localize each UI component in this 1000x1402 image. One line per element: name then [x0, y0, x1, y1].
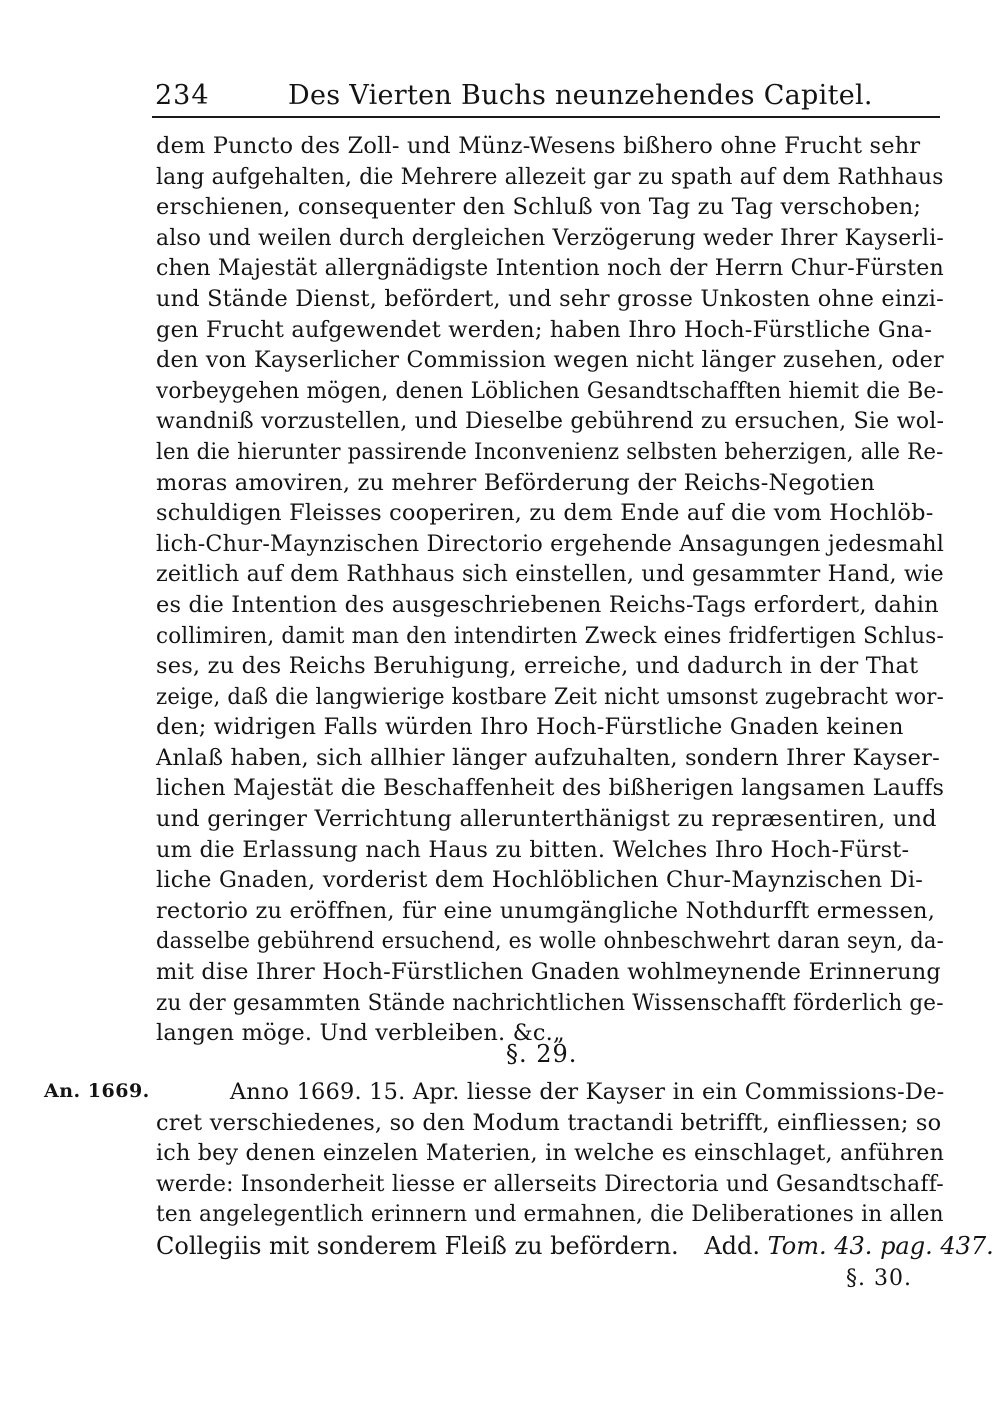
text-line: und geringer Verrichtung allerunterthänigst zu repræsentiren, und [156, 806, 937, 833]
next-section-catchword: §. 30. [846, 1266, 912, 1291]
text-line: zeitlich auf dem Rathhaus sich einstellen, und gesammter Hand, wie [156, 561, 944, 588]
text-line: den von Kayserlicher Commission wegen nicht länger zusehen, oder [156, 347, 944, 374]
text-line: lang aufgehalten, die Mehrere allezeit gar zu spath auf dem Rathhaus [156, 163, 944, 190]
text-line: len die hierunter passirende Inconvenienz selbsten beherzigen, alle Re- [156, 438, 944, 465]
text-line: schuldigen Fleisses cooperiren, zu dem Ende auf die vom Hochlöb- [156, 500, 934, 527]
text-line: lich-Chur-Maynzischen Directorio ergehende Ansagungen jedesmahl [156, 530, 945, 557]
text-line: und Stände Dienst, befördert, und sehr grosse Unkosten ohne einzi- [156, 285, 944, 312]
page-number: 234 [155, 80, 210, 111]
text-line: ses, zu des Reichs Beruhigung, erreiche, und dadurch in der That [156, 653, 919, 680]
text-line: liche Gnaden, vorderist dem Hochlöblichen Chur-Maynzischen Di- [156, 867, 923, 894]
text-line: ten angelegentlich erinnern und ermahnen, die Deliberationes in allen [156, 1201, 944, 1228]
text-line-with-reference [156, 1230, 994, 1262]
text-line: erschienen, consequenter den Schluß von Tag zu Tag verschoben; [156, 194, 922, 221]
text-line: werde: Insonderheit liesse er allerseits Directoria und Gesandtschaff- [156, 1170, 944, 1197]
text-line: zeige, daß die langwierige kostbare Zeit nicht umsonst zugebracht wor- [156, 683, 944, 710]
text-line: ich bey denen einzelen Materien, in welche es einschlaget, anführen [156, 1140, 945, 1167]
text-line: Anno 1669. 15. Apr. liesse der Kayser in ein Commissions-De- [229, 1079, 945, 1105]
text-line: um die Erlassung nach Haus zu bitten. Welches Ihro Hoch-Fürst- [156, 836, 910, 863]
margin-note-year: An. 1669. [44, 1080, 150, 1102]
section-heading: §. 29. [506, 1040, 578, 1068]
text-line: mit dise Ihrer Hoch-Fürstlichen Gnaden wohlmeynende Erinnerung [156, 959, 941, 986]
text-line: cret verschiedenes, so den Modum tractandi betrifft, einfliessen; so [156, 1109, 942, 1136]
text-line: collimiren, damit man den intendirten Zweck eines fridfertigen Schlus- [156, 622, 944, 649]
text-line: chen Majestät allergnädigste Intention noch der Herrn Chur-Fürsten [156, 255, 944, 282]
text-line: moras amoviren, zu mehrer Beförderung der Reichs-Negotien [156, 469, 875, 496]
text-line: den; widrigen Falls würden Ihro Hoch-Fürstliche Gnaden keinen [156, 714, 904, 741]
text-line: rectorio zu eröffnen, für eine unumgängliche Nothdurfft ermessen, [156, 897, 936, 924]
paragraph-2 [156, 1077, 994, 1262]
reference-prefix: Add. [704, 1231, 761, 1260]
text-line: lichen Majestät die Beschaffenheit des bißherigen langsamen Lauffs [156, 775, 945, 802]
reference-volume-page: Tom. 43. pag. 437. [767, 1231, 994, 1260]
text-line: gen Frucht aufgewendet werden; haben Ihro Hoch-Fürstliche Gna- [156, 316, 933, 343]
text-line: vorbeygehen mögen, denen Löblichen Gesandtschafften hiemit die Be- [156, 377, 944, 404]
text-line: zu der gesammten Stände nachrichtlichen Wissenschafft förderlich ge- [156, 989, 944, 1016]
text-line: langen möge. Und verbleiben. &c.„ [156, 1020, 565, 1047]
text-line: dem Puncto des Zoll- und Münz-Wesens bißhero ohne Frucht sehr [156, 133, 921, 159]
text-line: wandniß vorzustellen, und Dieselbe gebührend zu ersuchen, Sie wol- [156, 408, 945, 435]
text-line: dasselbe gebührend ersuchend, es wolle ohnbeschwehrt daran seyn, da- [156, 928, 944, 955]
paragraph-1 [156, 131, 946, 1049]
text-line: es die Intention des ausgeschriebenen Reichs-Tags erfordert, dahin [156, 591, 939, 618]
text-line: Anlaß haben, sich allhier länger aufzuhalten, sondern Ihrer Kayser- [156, 744, 940, 771]
page-header [150, 74, 940, 114]
header-rule [152, 116, 940, 118]
running-head: Des Vierten Buchs neunzehendes Capitel. [288, 80, 873, 111]
last-line-text: Collegiis mit sonderem Fleiß zu befördern. [156, 1231, 679, 1260]
text-line: also und weilen durch dergleichen Verzögerung weder Ihrer Kayserli- [156, 224, 944, 251]
